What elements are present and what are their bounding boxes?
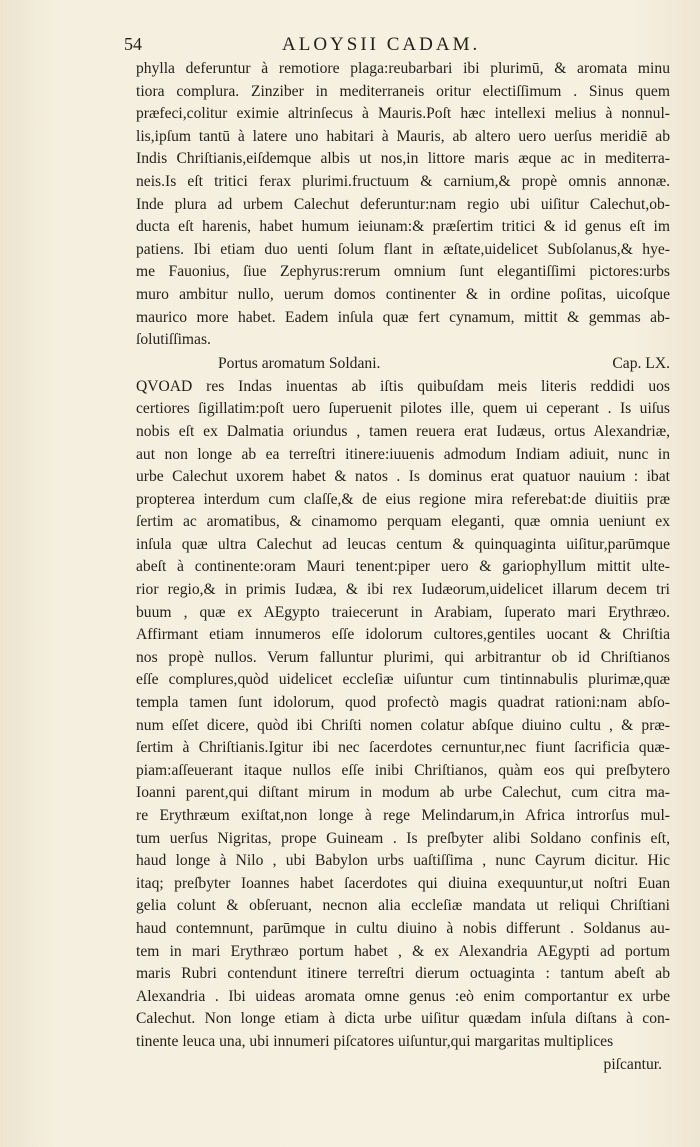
text-line: abeſt à continente:oram Mauri tenent:piper uero & gariophyllum mittit ulte- (136, 558, 670, 576)
text-line: nos propè nullos. Verum falluntur plurimi, qui arbitrantur ob id Chriſtianos (136, 648, 670, 666)
text-line: tum uerſus Nigritas, prope Guineam . Is preſbyter alibi Soldano confinis eſt, (136, 829, 670, 847)
text-line: maurico more habet. Eadem inſula quæ fert cynamum, mittit & gemmas ab- (136, 308, 670, 326)
text-line: propterea interdum cum claſſe,& de eius regione mira referebat:de diuitiis præ (136, 490, 670, 508)
text-line: urbe Calechut uxorem habet & natos . Is dominus erat quatuor nauium : ibat (136, 468, 670, 486)
text-line: tem in mari Erythræo portum habet , & ex Alexandria AEgypti ad portum (136, 942, 670, 960)
text-line: Inde plura ad urbem Calechut deferuntur:nam regio ubi uiſitur Calechut,ob- (136, 195, 670, 213)
chapter-heading (136, 352, 670, 376)
text-line: phylla deferuntur à remotiore plaga:reubarbari ibi plurimū, & aromata minu (136, 60, 670, 77)
text-line: re Erythræum exiſtat,non longe à rege Melindarum,in Africa introrſus mul- (136, 807, 670, 824)
text-line: certiores ſigillatim:poſt uero ſuperuenit pilotes ille, quem ui ceperant . Is uiſus (136, 400, 670, 418)
text-line: QVOAD res Indas inuentas ab iſtis quibuſdam meis literis reddidi uos (136, 377, 670, 395)
text-line: ſertim ac aromatibus, & cinamomo perquam eleganti, quæ omnia ueniunt ex (136, 513, 670, 531)
text-line: buum , quæ ex AEgypto traiecerunt in Arabiam, ſuperato mari Erythræo. (136, 603, 670, 621)
text-line: Calechut. Non longe etiam à dicta urbe uiſitur quædam inſula diſtans à con- (136, 1010, 670, 1028)
text-line: inſula quæ ultra Calechut ad leucas centum & quinquaginta uiſitur,parūmque (136, 535, 670, 553)
text-line: templa tamen ſunt idolorum, quod profectò magis quadrat rationi:nam abſo- (136, 694, 670, 712)
text-line: ſolutiſſimas. (136, 331, 211, 349)
text-line: præfeci,colitur eximie altrinſecus à Mauris.Poſt hæc intellexi melius à nonnul- (136, 105, 670, 123)
text-line: rior regio,& in primis Iudæa, & ibi rex Iudæorum,uidelicet illarum decem tri (136, 581, 670, 599)
text-line: piam:aſſeuerant itaque nullos eſſe inibi Chriſtianos, quàm eos qui preſbytero (136, 761, 670, 779)
body-text (136, 58, 670, 1076)
text-line: haud contemnunt, parūmque in cultu diuino à nobis differunt . Soldanus au- (136, 919, 670, 937)
chapter-number: Cap. LX. (612, 354, 670, 372)
text-line: Alexandria . Ibi uideas aromata omne genus :eò enim comportantur ex urbe (136, 987, 670, 1005)
paragraph-2 (136, 376, 670, 1054)
chapter-title: Portus aromatum Soldani. (218, 354, 381, 372)
page-number: 54 (124, 34, 142, 54)
text-line: ducta eſt harenis, habet humum ieiunam:& præſertim tritici & id genus eſt im (136, 218, 670, 236)
text-line: aut non longe ab ea terreſtri itinere:iuuenis admodum Indiam adiuit, nunc in (136, 445, 670, 463)
text-line: muro ambitur nullo, uerum domos continenter & in ordine poſitas, uicoſque (136, 285, 670, 303)
text-line: neis.Is eſt tritici ferax plurimi.fructuum & carnium,& propè omnis annonæ. (136, 172, 670, 190)
running-title: ALOYSII CADAM. (282, 34, 481, 55)
text-line: nobis eſt ex Dalmatia oriundus , tamen reuera erat Iudæus, ortus Alexandriæ, (136, 422, 670, 440)
text-line: Affirmant etiam innumeros eſſe idolorum cultores,gentiles uocant & Chriſtia (136, 626, 670, 644)
text-line: tiora complura. Zinziber in mediterraneis oritur electiſſimum . Sinus quem (136, 82, 670, 100)
text-line: patiens. Ibi etiam duo uenti ſolum flant in æſtate,uidelicet Subſolanus,& hye- (136, 240, 670, 258)
text-line: Ioanni parent,qui diſtant mirum in modum ab urbe Calechut, cum citra ma- (136, 784, 670, 802)
text-line: lis,ipſum tantū à latere uno habitari à Mauris, ab altero uero uerſus meridiē ab (136, 127, 670, 145)
text-line: me Fauonius, ſiue Zephyrus:rerum omnium ſunt elegantiſſimi pictores:urbs (136, 263, 670, 281)
catchword: piſcantur. (603, 1055, 662, 1073)
text-line: eſſe complures,quòd uidelicet eccleſiæ uiſuntur cum tintinnabulis plurimæ,quæ (136, 671, 670, 689)
text-line: tinente leuca una, ubi innumeri piſcatores uiſuntur,qui margaritas multiplices (136, 1032, 614, 1050)
paragraph-1 (136, 58, 670, 352)
text-line: num eſſet dicere, quòd ibi Chriſti nomen colatur abſque diuino cultu , & præ- (136, 716, 670, 734)
text-line: ſertim à Chriſtianis.Igitur ibi nec ſacerdotes cernuntur,nec fiunt ſacrificia quæ- (136, 739, 670, 757)
text-line: itaq; preſbyter Ioannes habet ſacerdotes qui diuina exequuntur,ut noſtri Euan (136, 874, 670, 892)
text-line: maris Rubri contendunt itinere terreſtri dierum octuaginta : tantum abeſt ab (136, 965, 670, 983)
text-line: gelia colunt & obſeruant, necnon alia eccleſiæ mandata ut reliqui Chriſtiani (136, 897, 670, 915)
text-line: haud longe à Nilo , ubi Babylon urbs uaſtiſſima , nunc Cayrum dicitur. Hic (136, 852, 670, 870)
text-line: Indis Chriſtianis,eiſdemque albis ut nos,in littore maris æque ac in mediterra- (136, 150, 670, 168)
